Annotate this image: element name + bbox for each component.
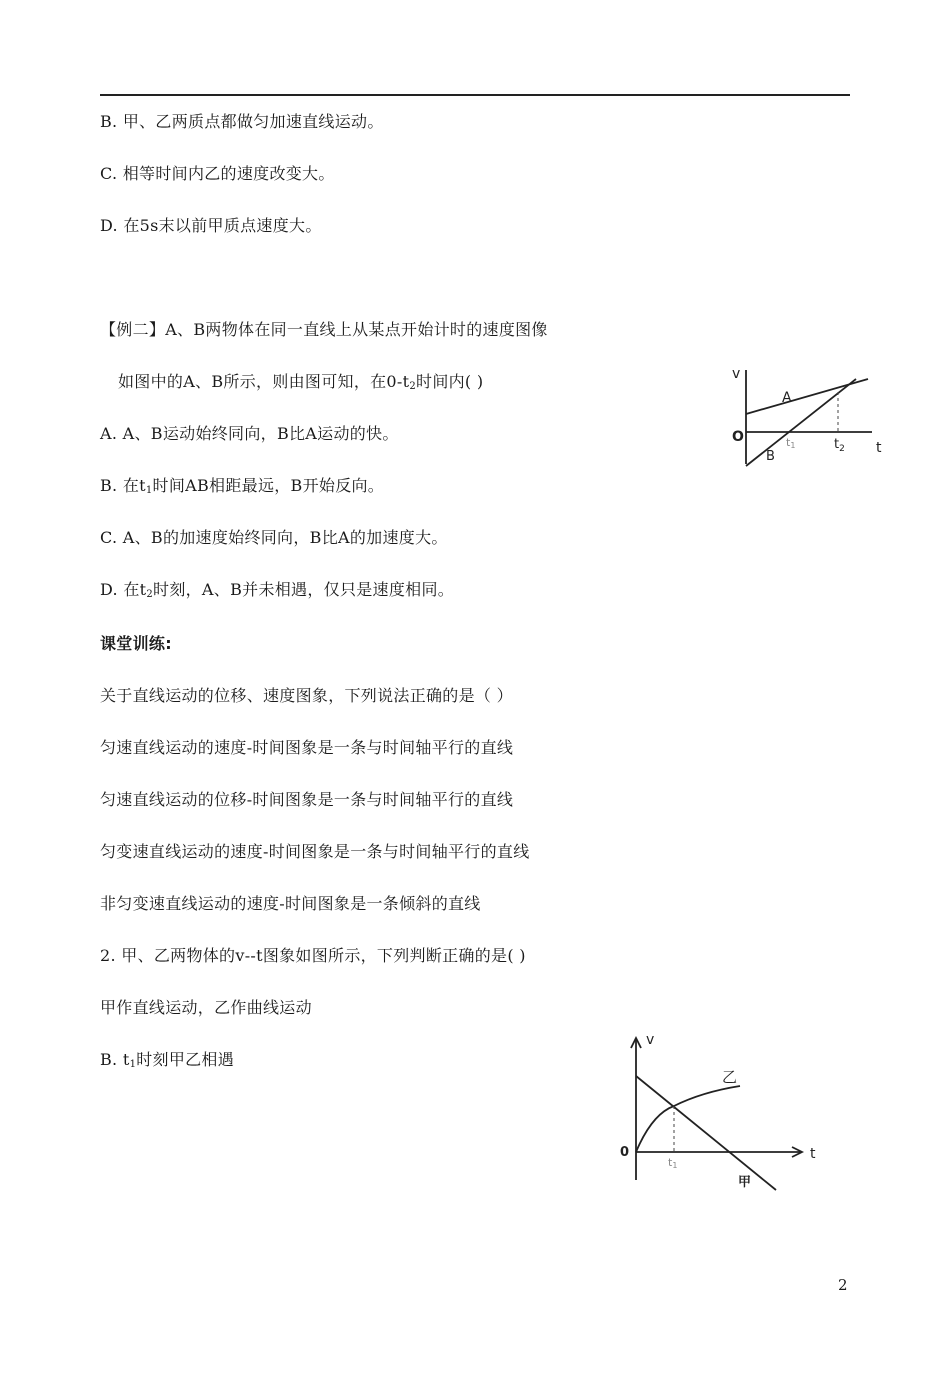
t1-label: t1: [668, 1156, 678, 1170]
page-number: 2: [838, 1276, 848, 1294]
t-label: t: [810, 1146, 816, 1162]
practice-title: 课堂训练:: [100, 634, 172, 653]
example2-option-a: A. A、B运动始终同向，B比A运动的快。: [100, 424, 399, 443]
line-b-label: B: [766, 449, 775, 464]
v-label: v: [646, 1032, 655, 1048]
q1-stem: 关于直线运动的位移、速度图象，下列说法正确的是（ ）: [100, 686, 513, 705]
example2-vt-figure: [720, 362, 890, 474]
q2-option-b: B. $t_1$时刻甲乙相遇: [100, 1050, 235, 1070]
option-b-text: B. 甲、乙两质点都做匀加速直线运动。: [100, 112, 384, 131]
example2-stem: 如图中的A、B所示，则由图可知，在$0-t_2$时间内( ): [118, 372, 484, 392]
q1-option-a: 匀速直线运动的速度-时间图象是一条与时间轴平行的直线: [100, 738, 514, 757]
example2-option-b: B. 在$t_1$时间AB相距最远，B开始反向。: [100, 476, 385, 496]
q2-vt-figure: [612, 1030, 828, 1198]
q2-stem: 2. 甲、乙两物体的v--t图象如图所示，下列判断正确的是( ): [100, 946, 526, 965]
example2-header: 【例二】A、B两物体在同一直线上从某点开始计时的速度图像: [100, 320, 548, 339]
origin-label: O: [732, 429, 744, 445]
line-jia-label: 甲: [738, 1175, 752, 1190]
t1-label: t1: [786, 436, 796, 450]
option-d-text: D. 在5s末以前甲质点速度大。: [100, 216, 322, 235]
curve-yi-label: 乙: [722, 1068, 738, 1086]
q1-option-b: 匀速直线运动的位移-时间图象是一条与时间轴平行的直线: [100, 790, 514, 809]
origin-label: 0: [620, 1145, 630, 1160]
option-c-text: C. 相等时间内乙的速度改变大。: [100, 164, 335, 183]
example2-option-d: D. 在$t_2$时刻，A、B并未相遇，仅只是速度相同。: [100, 580, 455, 600]
q1-option-d: 非匀变速直线运动的速度-时间图象是一条倾斜的直线: [100, 894, 481, 913]
line-a-label: A: [782, 390, 792, 406]
q1-option-c: 匀变速直线运动的速度-时间图象是一条与时间轴平行的直线: [100, 842, 530, 861]
example2-option-c: C. A、B的加速度始终同向，B比A的加速度大。: [100, 528, 448, 547]
t-label: t: [876, 440, 882, 456]
v-label: v: [732, 366, 741, 382]
q2-option-a: 甲作直线运动，乙作曲线运动: [100, 998, 312, 1017]
t2-label: $t_2$: [834, 437, 845, 454]
header-rule: [100, 94, 850, 96]
